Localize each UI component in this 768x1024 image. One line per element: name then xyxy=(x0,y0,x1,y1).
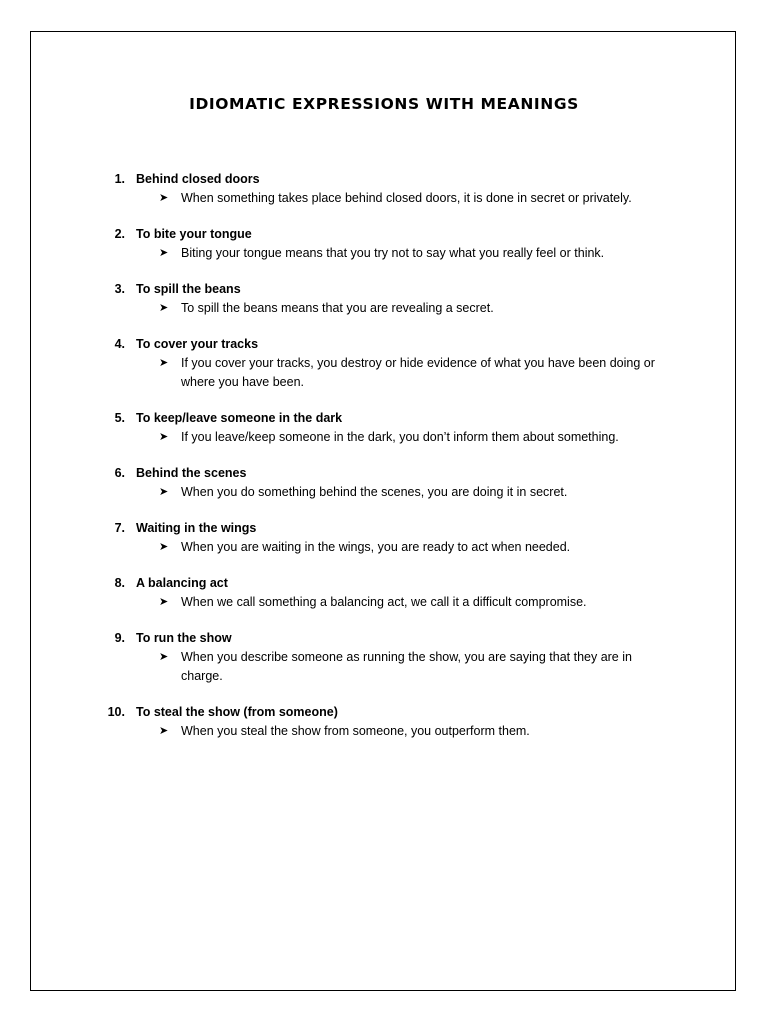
arrowhead-bullet-icon: ➤ xyxy=(159,596,169,608)
idiom-term: To run the show xyxy=(136,631,232,645)
idiom-meaning: Biting your tongue means that you try not to say what you really feel or think. xyxy=(181,246,605,260)
idiom-term-row xyxy=(0,409,768,428)
idiom-term-row xyxy=(0,170,768,189)
arrowhead-bullet-icon: ➤ xyxy=(159,486,169,498)
item-number: 3. xyxy=(114,282,125,296)
idiom-term-row xyxy=(0,335,768,354)
idiom-meaning: When you are waiting in the wings, you are ready to act when needed. xyxy=(181,540,571,554)
list-item xyxy=(0,574,768,612)
idiom-meaning: When you steal the show from someone, you outperform them. xyxy=(181,724,530,738)
idiom-term-row xyxy=(0,464,768,483)
arrowhead-bullet-icon: ➤ xyxy=(159,431,169,443)
list-item xyxy=(0,335,768,392)
idiom-list xyxy=(0,170,768,758)
idiom-meaning-row xyxy=(0,428,671,447)
idiom-meaning: If you leave/keep someone in the dark, you don’t inform them about something. xyxy=(181,430,619,444)
page-title: IDIOMATIC EXPRESSIONS WITH MEANINGS xyxy=(189,95,579,113)
item-number: 5. xyxy=(114,411,125,425)
idiom-term: To keep/leave someone in the dark xyxy=(136,411,343,425)
idiom-term-row xyxy=(0,703,768,722)
list-item xyxy=(0,225,768,263)
idiom-meaning: To spill the beans means that you are revealing a secret. xyxy=(181,301,494,315)
idiom-term: To cover your tracks xyxy=(136,337,259,351)
list-item xyxy=(0,519,768,557)
item-number: 6. xyxy=(114,466,125,480)
arrowhead-bullet-icon: ➤ xyxy=(159,651,169,663)
idiom-term: Behind closed doors xyxy=(136,172,260,186)
list-item xyxy=(0,280,768,318)
idiom-term: Waiting in the wings xyxy=(136,521,257,535)
list-item xyxy=(0,170,768,208)
idiom-meaning-row xyxy=(0,354,671,392)
idiom-term: To steal the show (from someone) xyxy=(136,705,338,719)
arrowhead-bullet-icon: ➤ xyxy=(159,357,169,369)
idiom-meaning: When you do something behind the scenes, you are doing it in secret. xyxy=(181,485,568,499)
item-number: 9. xyxy=(114,631,125,645)
idiom-term: Behind the scenes xyxy=(136,466,247,480)
item-number: 7. xyxy=(114,521,125,535)
idiom-term-row xyxy=(0,629,768,648)
arrowhead-bullet-icon: ➤ xyxy=(159,725,169,737)
list-item xyxy=(0,464,768,502)
list-item xyxy=(0,629,768,686)
idiom-term: To bite your tongue xyxy=(136,227,252,241)
list-item xyxy=(0,703,768,741)
idiom-term-row xyxy=(0,225,768,244)
arrowhead-bullet-icon: ➤ xyxy=(159,247,169,259)
idiom-term-row xyxy=(0,574,768,593)
idiom-meaning: When you describe someone as running the show, you are saying that they are in charge. xyxy=(181,650,632,683)
item-number: 4. xyxy=(114,337,125,351)
arrowhead-bullet-icon: ➤ xyxy=(159,192,169,204)
idiom-meaning: When something takes place behind closed doors, it is done in secret or privately. xyxy=(181,191,632,205)
idiom-meaning-row xyxy=(0,244,671,263)
idiom-term-row xyxy=(0,280,768,299)
idiom-meaning-row xyxy=(0,648,671,686)
idiom-meaning-row xyxy=(0,189,671,208)
idiom-meaning: When we call something a balancing act, we call it a difficult compromise. xyxy=(181,595,587,609)
list-item xyxy=(0,409,768,447)
idiom-meaning-row xyxy=(0,538,671,557)
idiom-term-row xyxy=(0,519,768,538)
item-number: 2. xyxy=(114,227,125,241)
item-number: 1. xyxy=(114,172,125,186)
item-number: 10. xyxy=(107,705,125,719)
idiom-term: To spill the beans xyxy=(136,282,241,296)
idiom-meaning-row xyxy=(0,722,671,741)
arrowhead-bullet-icon: ➤ xyxy=(159,302,169,314)
item-number: 8. xyxy=(114,576,125,590)
idiom-meaning-row xyxy=(0,299,671,318)
arrowhead-bullet-icon: ➤ xyxy=(159,541,169,553)
idiom-term: A balancing act xyxy=(136,576,228,590)
idiom-meaning-row xyxy=(0,593,671,612)
idiom-meaning-row xyxy=(0,483,671,502)
idiom-meaning: If you cover your tracks, you destroy or hide evidence of what you have been doing or where you have been. xyxy=(181,356,655,389)
